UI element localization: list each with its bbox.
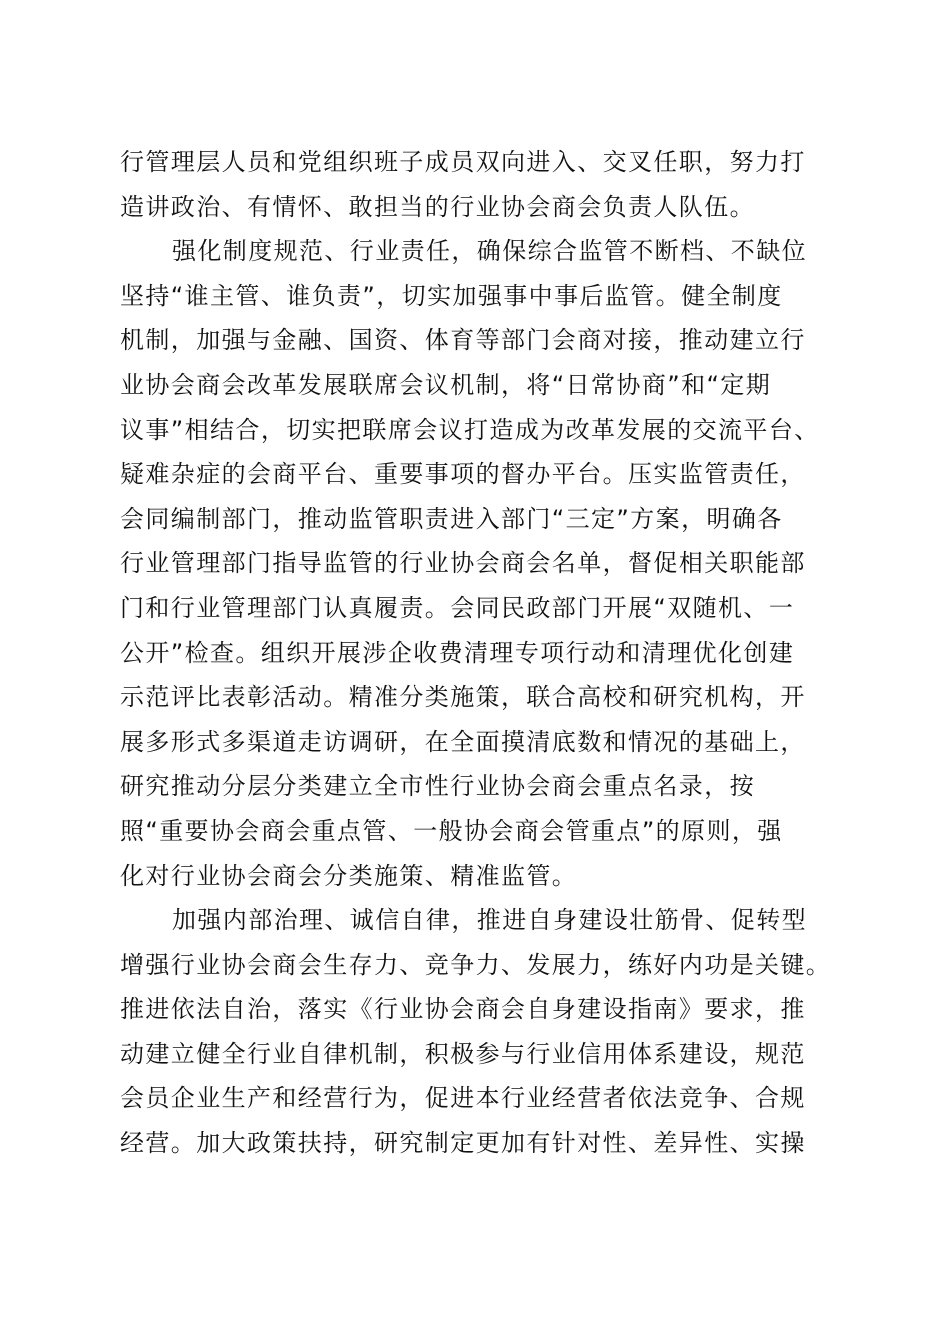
text-line: 推进依法自治，落实《行业协会商会自身建设指南》要求，推 bbox=[120, 995, 806, 1024]
text-line: 增强行业协会商会生存力、竞争力、发展力，练好内功是关键。 bbox=[120, 950, 832, 979]
text-line: 行业管理部门指导监管的行业协会商会名单，督促相关职能部 bbox=[120, 549, 806, 578]
text-line: 行管理层人员和党组织班子成员双向进入、交叉任职，努力打 bbox=[120, 148, 806, 176]
text-line: 业协会商会改革发展联席会议机制，将“日常协商”和“定期 bbox=[120, 370, 772, 399]
text-line: 经营。加大政策扶持，研究制定更加有针对性、差异性、实操 bbox=[120, 1129, 806, 1158]
text-line: 动建立健全行业自律机制，积极参与行业信用体系建设，规范 bbox=[120, 1039, 806, 1068]
text-line: 机制，加强与金融、国资、体育等部门会商对接，推动建立行 bbox=[120, 326, 806, 355]
text-line: 研究推动分层分类建立全市性行业协会商会重点名录，按 bbox=[120, 772, 755, 801]
text-line: 示范评比表彰活动。精准分类施策，联合高校和研究机构，开 bbox=[120, 683, 806, 712]
text-line: 会员企业生产和经营行为，促进本行业经营者依法竞争、合规 bbox=[120, 1084, 806, 1113]
paragraph-heading-line: 加强内部治理、诚信自律，推进自身建设壮筋骨、促转型 bbox=[172, 906, 807, 935]
text-line: 疑难杂症的会商平台、重要事项的督办平台。压实监管责任， bbox=[120, 460, 806, 489]
text-line: 公开”检查。组织开展涉企收费清理专项行动和清理优化创建 bbox=[120, 638, 795, 667]
text-line: 展多形式多渠道走访调研，在全面摸清底数和情况的基础上， bbox=[120, 727, 806, 756]
text-line: 化对行业协会商会分类施策、精准监管。 bbox=[120, 861, 578, 890]
text-line: 会同编制部门，推动监管职责进入部门“三定”方案，明确各 bbox=[120, 504, 783, 533]
text-line: 坚持“谁主管、谁负责”，切实加强事中事后监管。健全制度 bbox=[120, 281, 783, 310]
text-line: 造讲政治、有情怀、敢担当的行业协会商会负责人队伍。 bbox=[120, 192, 755, 221]
paragraph-heading-line: 强化制度规范、行业责任，确保综合监管不断档、不缺位 bbox=[172, 237, 807, 266]
text-line: 门和行业管理部门认真履责。会同民政部门开展“双随机、一 bbox=[120, 593, 795, 622]
text-line: 照“重要协会商会重点管、一般协会商会管重点”的原则，强 bbox=[120, 816, 783, 845]
body-text bbox=[120, 140, 840, 1166]
text-line: 议事”相结合，切实把联席会议打造成为改革发展的交流平台、 bbox=[120, 415, 820, 444]
